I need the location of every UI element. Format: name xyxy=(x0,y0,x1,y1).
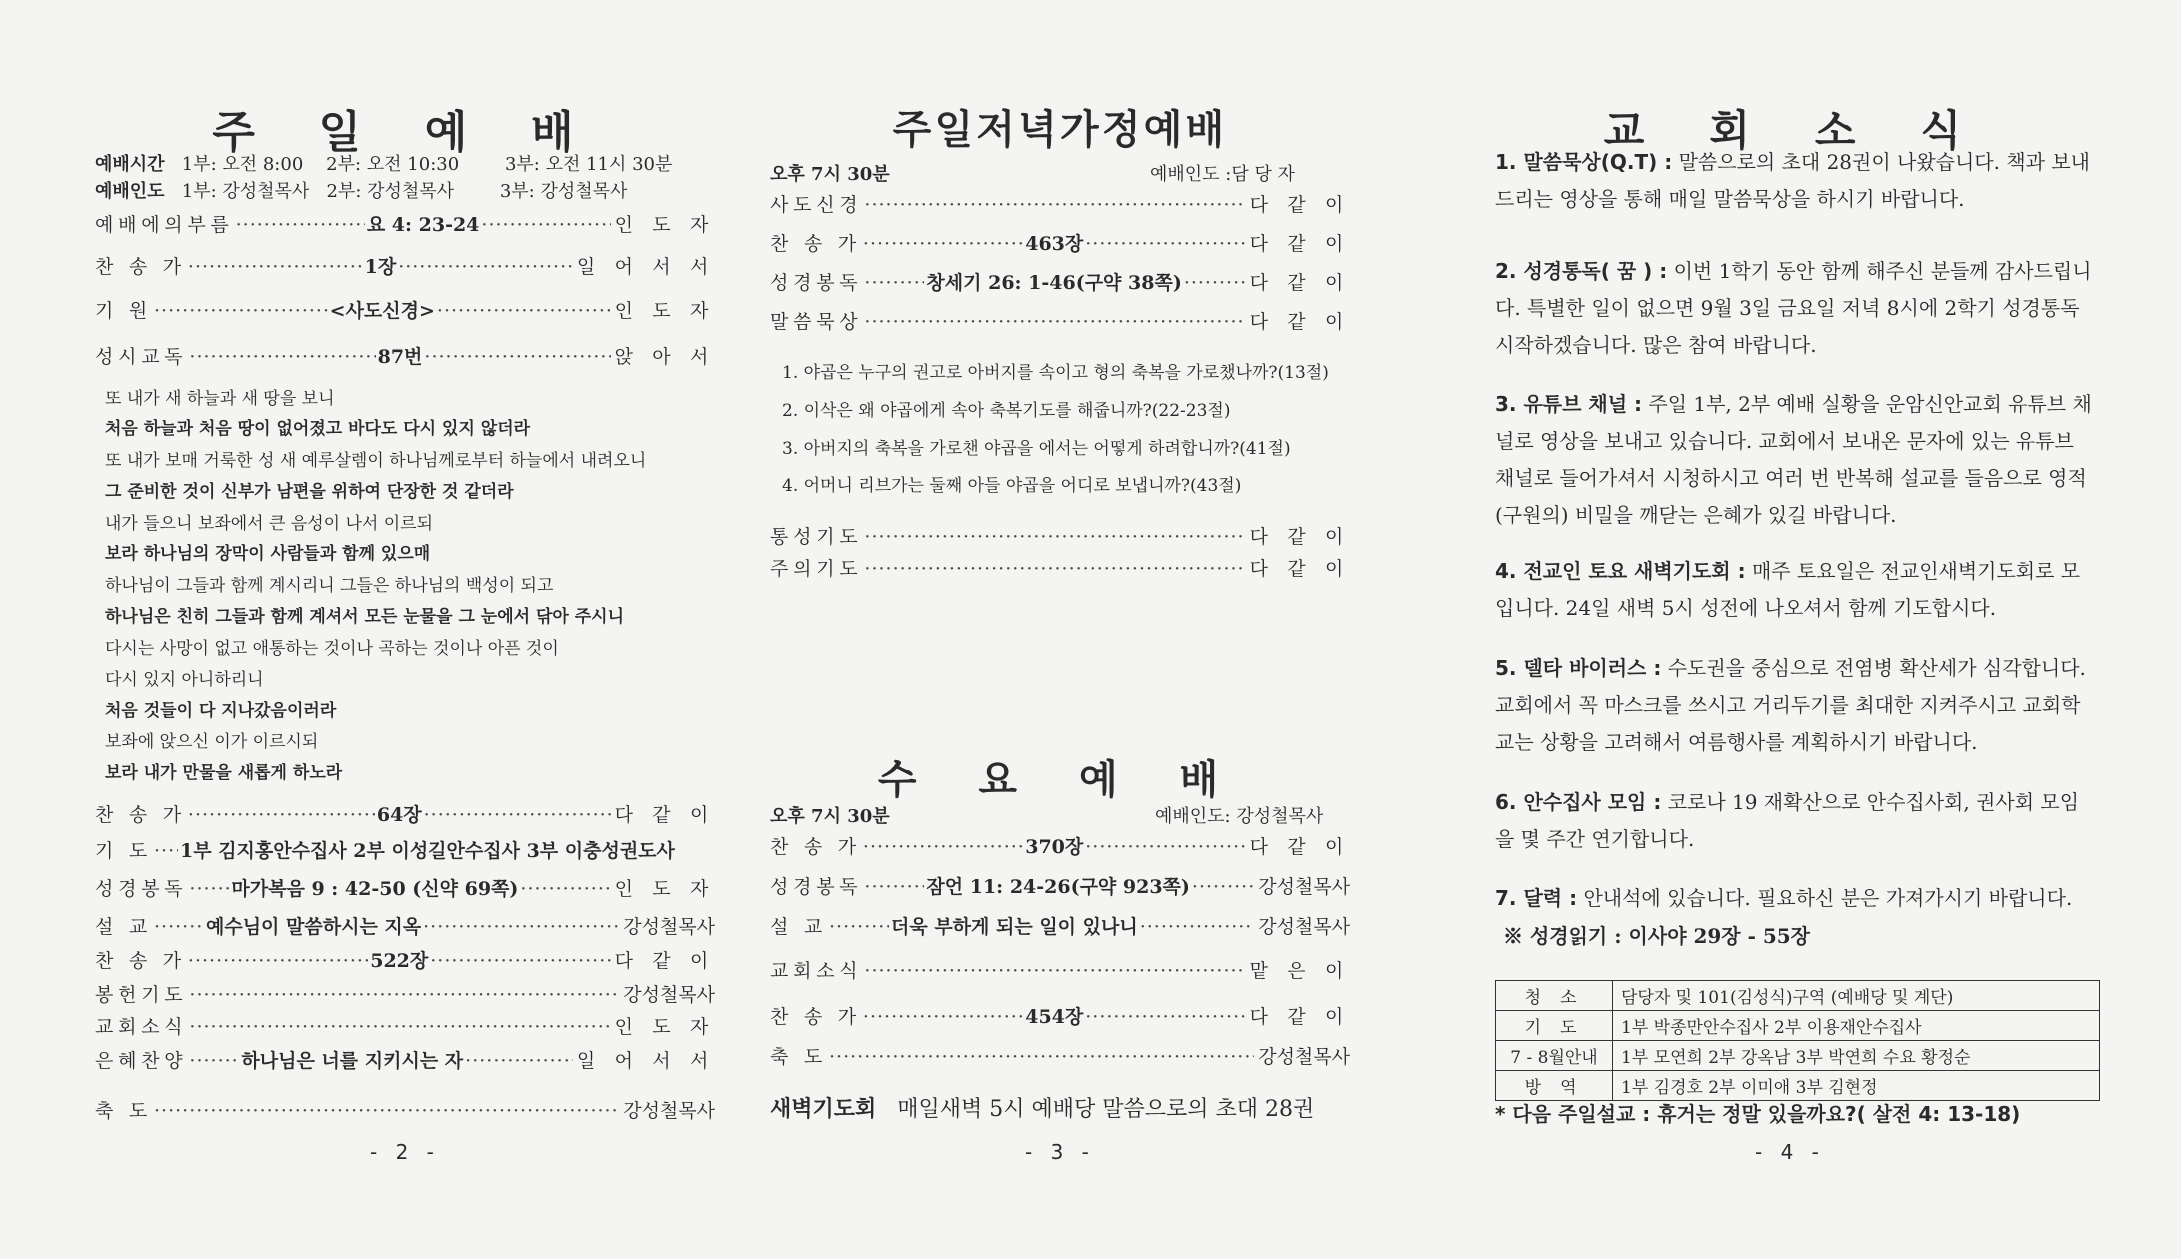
responsive-line: 보라 내가 만물을 새롭게 하노라 xyxy=(105,763,343,783)
order-row: 봉헌기도 ····· 강성철목사 xyxy=(95,980,715,1007)
table-row: 방 역 1부 김경호 2부 이미애 3부 김현정 xyxy=(1496,1071,2100,1101)
responsive-line: 또 내가 새 하늘과 새 땅을 보니 xyxy=(105,389,335,409)
responsive-line: 보좌에 앉으신 이가 이르시되 xyxy=(105,732,319,752)
page-2 xyxy=(95,0,715,1259)
table-row: 기 도 1부 박종만안수집사 2부 이용재안수집사 xyxy=(1496,1011,2100,1041)
dawn-prayer: 새벽기도회 매일새벽 5시 예배당 말씀으로의 초대 28권 xyxy=(770,1097,1315,1122)
page-number: - 3 - xyxy=(1025,1140,1095,1164)
duty-table xyxy=(1495,980,2100,1101)
meditation-question: 1. 야곱은 누구의 권고로 아버지를 속이고 형의 축복을 가로챘나까?(13절) xyxy=(782,363,1329,383)
order-row: 은혜찬양 ····· 하나님은 너를 지키시는 자 ····· 일 어 서 서 xyxy=(95,1046,715,1073)
order-row: 성경봉독 ····· 마가복음 9 : 42-50 (신약 69쪽) ····· 인 도 자 xyxy=(95,874,715,901)
responsive-line: 다시 있지 아니하리니 xyxy=(105,670,264,690)
order-row: 말씀묵상 ····· 다 같 이 xyxy=(770,307,1350,334)
page-3 xyxy=(770,0,1350,1259)
order-row: 사도신경 ····· 다 같 이 xyxy=(770,190,1350,217)
service-time: 오후 7시 30분 xyxy=(770,806,890,827)
order-row: 주의기도 ····· 다 같 이 xyxy=(770,554,1350,581)
meditation-question: 3. 아버지의 축복을 가로챈 야곱을 에서는 어떻게 하려합니까?(41절) xyxy=(782,439,1291,459)
meditation-question: 2. 이삭은 왜 야곱에게 속아 축복기도를 해줍니까?(22-23절) xyxy=(782,401,1231,421)
page-title: 주 일 예 배 xyxy=(212,107,598,158)
section-title: 주일저녁가정예배 xyxy=(892,107,1228,153)
responsive-line: 하나님이 그들과 함께 계시리니 그들은 하나님의 백성이 되고 xyxy=(105,576,554,596)
order-row: 예배에의부름 ····· 요 4: 23-24 ····· 인 도 자 xyxy=(95,210,715,237)
responsive-line: 처음 하늘과 처음 땅이 없어졌고 바다도 다시 있지 않더라 xyxy=(105,419,531,439)
news-item: 2. 성경통독( 꿈 ) : 이번 1학기 동안 함께 해주신 분들께 감사드립니다. 특별한 일이 없으면 9월 3일 금요일 저녁 8시에 2학기 성경통독 시작하겠습니다. 많은 참여 바랍니다. xyxy=(1495,259,2092,357)
page-title: 교 회 소 식 xyxy=(1603,106,1987,155)
order-row: 성경봉독 ····· 잠언 11: 24-26(구약 923쪽) ····· 강성철목사 xyxy=(770,872,1350,899)
news-item: 5. 델타 바이러스 : 수도권을 중심으로 전염병 확산세가 심각합니다. 교회에서 꼭 마스크를 쓰시고 거리두기를 최대한 지켜주시고 교회학교는 상황을 고려해서 여름행사를 계획하시기 바랍니다. xyxy=(1495,656,2086,754)
order-row: 설 교 ····· 더욱 부하게 되는 일이 있나니 ····· 강성철목사 xyxy=(770,912,1350,939)
service-leader: 예배인도 :담 당 자 xyxy=(1150,164,1295,185)
order-row: 교회소식 ····· 맡 은 이 xyxy=(770,956,1350,983)
order-row: 성경봉독 ····· 창세기 26: 1-46(구약 38쪽) ····· 다 같 이 xyxy=(770,268,1350,295)
service-leader: 예배인도: 강성철목사 xyxy=(1155,806,1324,827)
next-sermon: * 다음 주일설교 : 휴거는 정말 있을까요?( 살전 4: 13-18) xyxy=(1495,1102,2021,1126)
responsive-line: 다시는 사망이 없고 애통하는 것이나 곡하는 것이나 아픈 것이 xyxy=(105,639,559,659)
responsive-line: 보라 하나님의 장막이 사람들과 함께 있으매 xyxy=(105,544,431,564)
order-row: 기 원 ····· <사도신경> ····· 인 도 자 xyxy=(95,296,715,323)
order-row: 찬 송 가 ····· 463장 ····· 다 같 이 xyxy=(770,229,1350,256)
order-row: 축 도 ····· 강성철목사 xyxy=(770,1042,1350,1069)
order-row: 기 도 ····· 1부 김지홍안수집사 2부 이성길안수집사 3부 이충성권도사 xyxy=(95,836,715,863)
responsive-line: 하나님은 친히 그들과 함께 계셔서 모든 눈물을 그 눈에서 닦아 주시니 xyxy=(105,607,624,627)
order-row: 찬 송 가 ····· 64장 ····· 다 같 이 xyxy=(95,800,715,827)
order-row: 찬 송 가 ····· 522장 ····· 다 같 이 xyxy=(95,946,715,973)
service-time: 오후 7시 30분 xyxy=(770,164,890,185)
order-row: 찬 송 가 ····· 1장 ····· 일 어 서 서 xyxy=(95,252,715,279)
table-row: 청 소 담당자 및 101(김성식)구역 (예배당 및 계단) xyxy=(1496,981,2100,1011)
news-item: 3. 유튜브 채널 : 주일 1부, 2부 예배 실황을 운암신안교회 유튜브 채널로 영상을 보내고 있습니다. 교회에서 보내온 문자에 있는 유튜브 채널로 들어가셔서 시청하시고 여러 번 반복해 설교를 들음으로 영적(구원의) 비밀을 깨닫는 은혜가 있길 바랍니다. xyxy=(1495,392,2092,527)
news-item: 7. 달력 : 안내석에 있습니다. 필요하신 분은 가져가시기 바랍니다. xyxy=(1495,886,2073,910)
bible-reading: ※ 성경읽기 : 이사야 29장 - 55장 xyxy=(1503,924,1811,948)
order-row: 교회소식 ····· 인 도 자 xyxy=(95,1012,715,1039)
meditation-question: 4. 어머니 리브가는 둘째 아들 야곱을 어디로 보냅니까?(43절) xyxy=(782,476,1242,496)
table-row: 7 - 8월안내 1부 모연희 2부 강옥남 3부 박연희 수요 황정순 xyxy=(1496,1041,2100,1071)
news-item: 1. 말씀묵상(Q.T) : 말씀으로의 초대 28권이 나왔습니다. 책과 보내드리는 영상을 통해 매일 말씀묵상을 하시기 바랍니다. xyxy=(1495,150,2090,211)
responsive-line: 처음 것들이 다 지나갔음이러라 xyxy=(105,701,337,721)
order-row: 통성기도 ····· 다 같 이 xyxy=(770,522,1350,549)
order-row: 설 교 ····· 예수님이 말씀하시는 지옥 ····· 강성철목사 xyxy=(95,912,715,939)
order-row: 찬 송 가 ····· 454장 ····· 다 같 이 xyxy=(770,1002,1350,1029)
news-item: 4. 전교인 토요 새벽기도회 : 매주 토요일은 전교인새벽기도회로 모입니다. 24일 새벽 5시 성전에 나오셔서 함께 기도합시다. xyxy=(1495,559,2081,620)
order-row: 축 도 ····· 강성철목사 xyxy=(95,1096,715,1123)
responsive-line: 그 준비한 것이 신부가 남편을 위하여 단장한 것 같더라 xyxy=(105,482,514,502)
page-4 xyxy=(1495,0,2095,1259)
service-times: 예배시간 1부: 오전 8:00 2부: 오전 10:30 3부: 오전 11시 30분 xyxy=(95,154,673,175)
page-number: - 4 - xyxy=(1755,1140,1825,1164)
section-title: 수 요 예 배 xyxy=(877,757,1243,803)
news-item: 6. 안수집사 모임 : 코로나 19 재확산으로 안수집사회, 권사회 모임을 몇 주간 연기합니다. xyxy=(1495,790,2080,851)
page-number: - 2 - xyxy=(370,1140,440,1164)
service-leaders: 예배인도 1부: 강성철목사 2부: 강성철목사 3부: 강성철목사 xyxy=(95,181,628,202)
responsive-line: 내가 들으니 보좌에서 큰 음성이 나서 이르되 xyxy=(105,514,434,534)
responsive-line: 또 내가 보매 거룩한 성 새 예루살렘이 하나님께로부터 하늘에서 내려오니 xyxy=(105,451,647,471)
order-row: 성시교독 ····· 87번 ····· 앉 아 서 xyxy=(95,342,715,369)
order-row: 찬 송 가 ····· 370장 ····· 다 같 이 xyxy=(770,832,1350,859)
